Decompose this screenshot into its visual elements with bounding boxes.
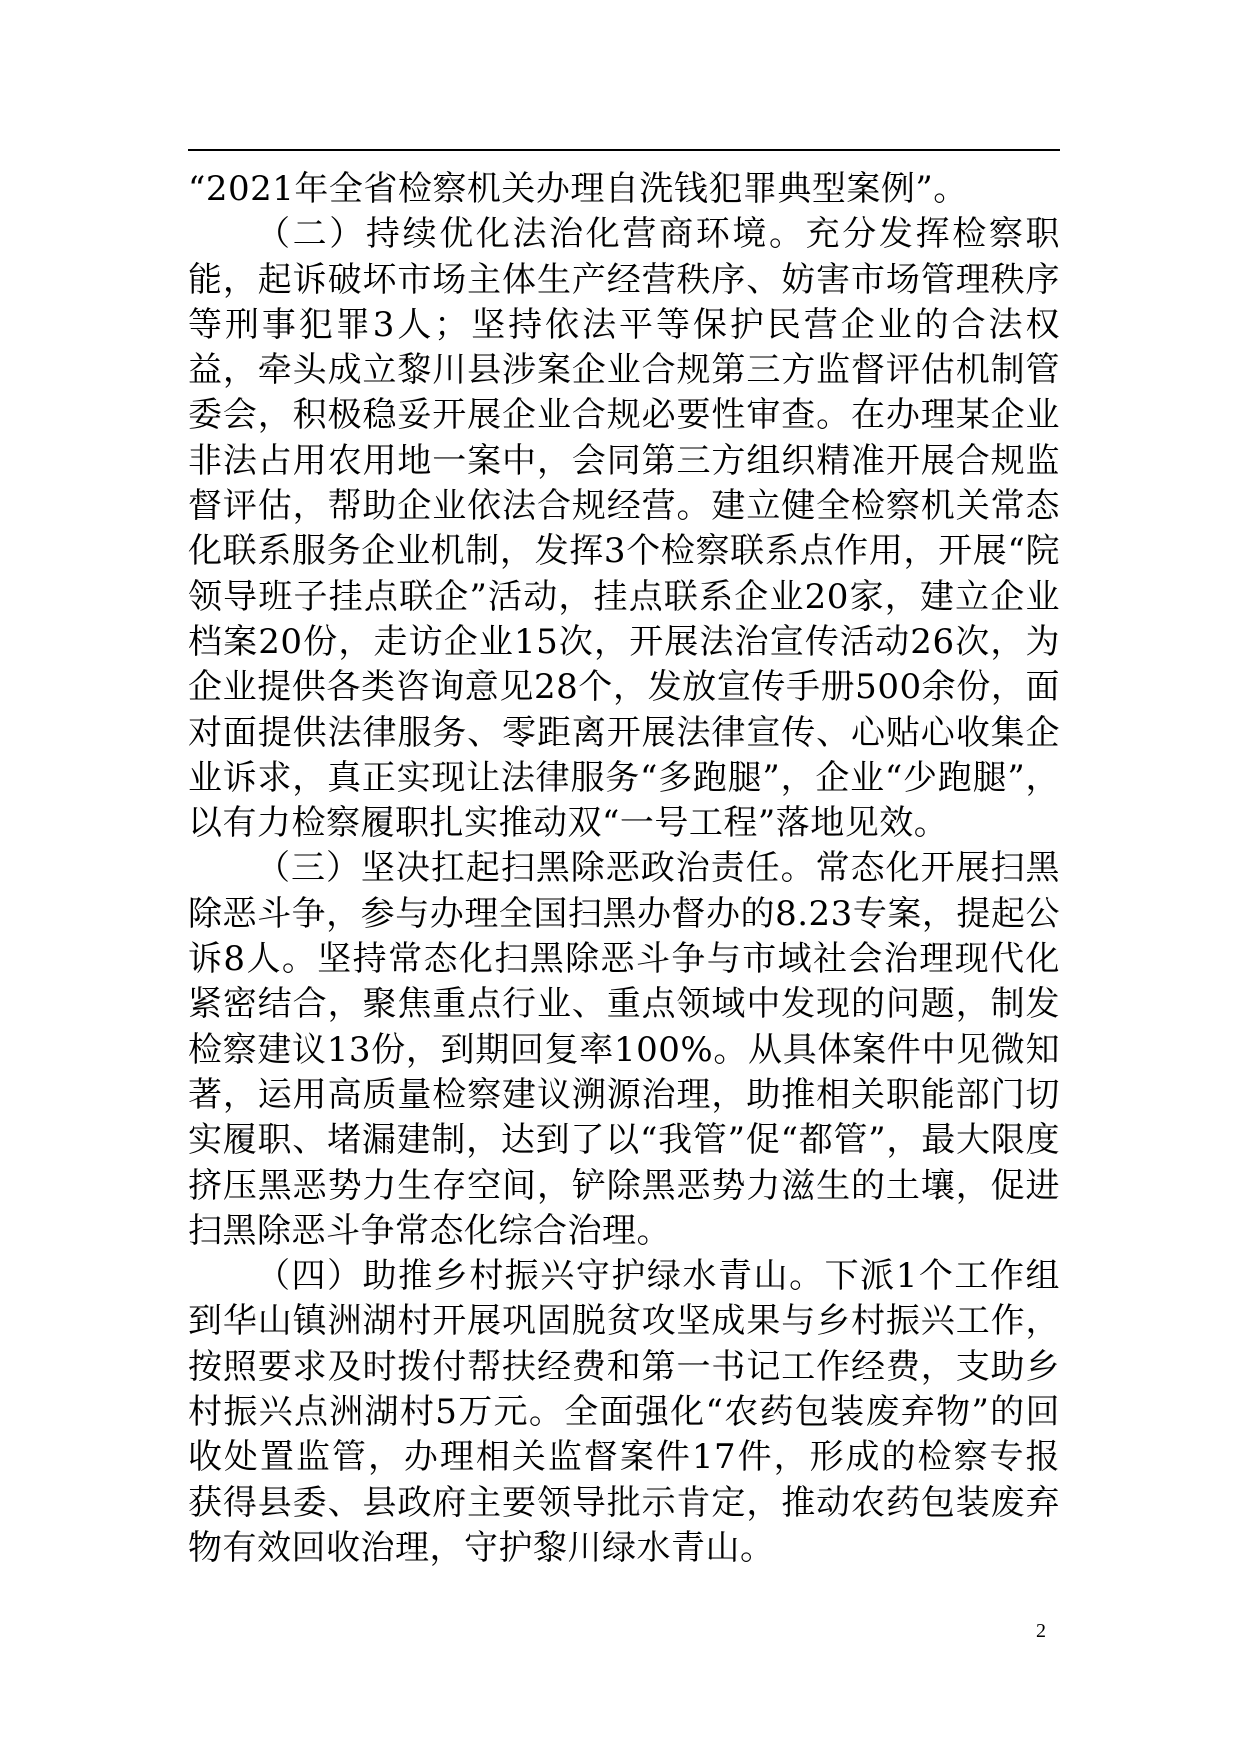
paragraph-business-environment: （二）持续优化法治化营商环境。充分发挥检察职能，起诉破坏市场主体生产经营秩序、妨害市场管理秩序等刑事犯罪3人；坚持依法平等保护民营企业的合法权益，牵头成立黎川县涉案企业合规第三方监督评估机制管委会，积极稳妥开展企业合规必要性审查。在办理某企业非法占用农用地一案中，会同第三方组织精准开展合规监督评估，帮助企业依法合规经营。建立健全检察机关常态化联系服务企业机制，发挥3个检察联系点作用，开展“院领导班子挂点联企”活动，挂点联系企业20家，建立企业档案20份，走访企业15次，开展法治宣传活动26次，为企业提供各类咨询意见28个，发放宣传手册500余份，面对面提供法律服务、零距离开展法律宣传、心贴心收集企业诉求，真正实现让法律服务“多跑腿”，企业“少跑腿”，以有力检察履职扎实推动双“一号工程”落地见效。 [188,214,1060,844]
header-rule [188,149,1060,151]
paragraph-case-title: “2021年全省检察机关办理自洗钱犯罪典型案例”。 [188,169,968,209]
paragraph-anti-crime: （三）坚决扛起扫黑除恶政治责任。常态化开展扫黑除恶斗争，参与办理全国扫黑办督办的8.23专案，提起公诉8人。坚持常态化扫黑除恶斗争与市域社会治理现代化紧密结合，聚焦重点行业、重点领域中发现的问题，制发检察建议13份，到期回复率100%。从具体案件中见微知著，运用高质量检察建议溯源治理，助推相关职能部门切实履职、堵漏建制，达到了以“我管”促“都管”，最大限度挤压黑恶势力生存空间，铲除黑恶势力滋生的土壤，促进扫黑除恶斗争常态化综合治理。 [188,848,1060,1251]
document-body [188,167,1060,1571]
page-number: 2 [1036,1620,1046,1642]
paragraph-rural-revitalization: （四）助推乡村振兴守护绿水青山。下派1个工作组到华山镇洲湖村开展巩固脱贫攻坚成果与乡村振兴工作，按照要求及时拨付帮扶经费和第一书记工作经费，支助乡村振兴点洲湖村5万元。全面强化“农药包装废弃物”的回收处置监管，办理相关监督案件17件，形成的检察专报获得县委、县政府主要领导批示肯定，推动农药包装废弃物有效回收治理，守护黎川绿水青山。 [188,1256,1060,1568]
